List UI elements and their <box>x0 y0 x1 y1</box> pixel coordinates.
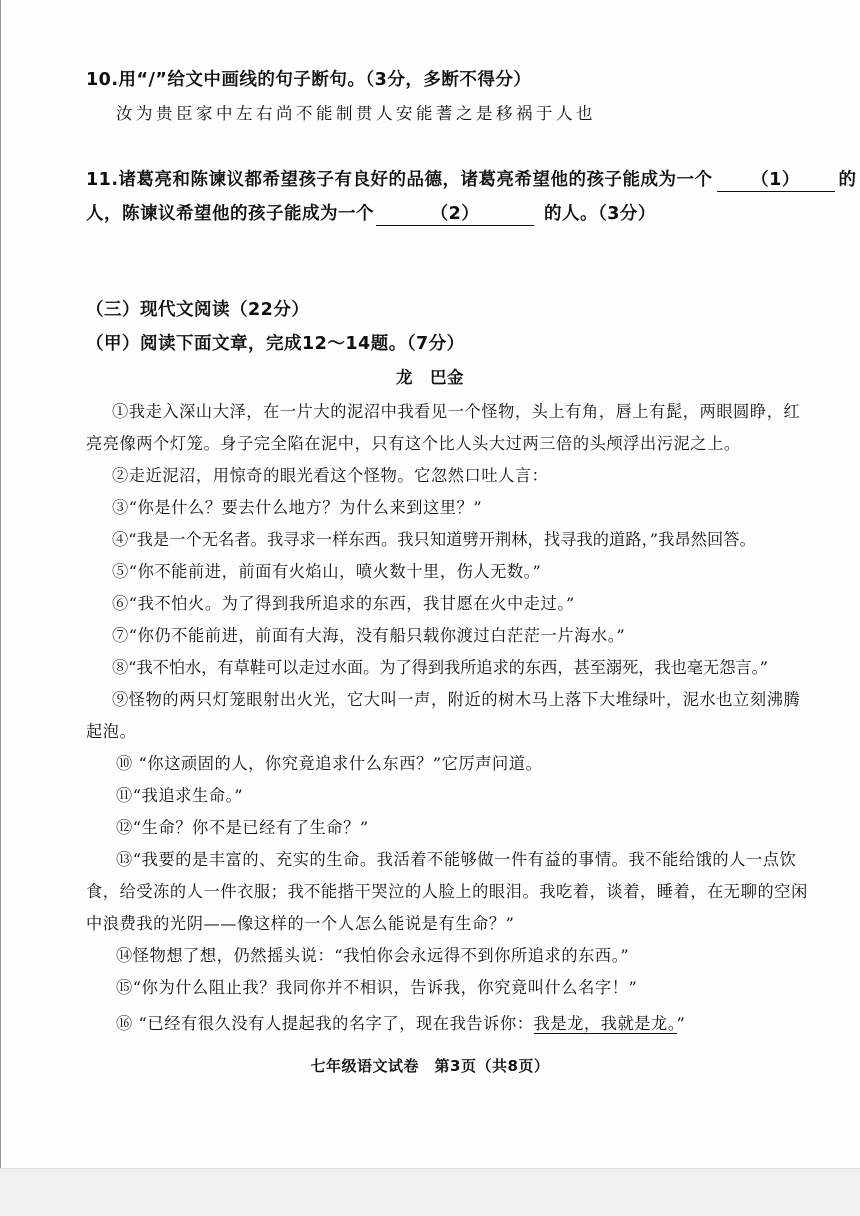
article-line: ⑪“我追求生命。” <box>116 786 244 805</box>
article-line: ④“我是一个无名者。我寻求一样东西。我只知道劈开荆林，找寻我的道路，”我昂然回答。 <box>112 530 756 549</box>
article-line: ①我走入深山大泽，在一片大的泥沼中我看见一个怪物，头上有角，唇上有髭，两眼圆睁，红 <box>112 402 801 421</box>
article-line: ⑦“你仍不能前进，前面有大海，没有船只载你渡过白茫茫一片海水。” <box>112 626 626 645</box>
answer-blank-1[interactable]: （1） <box>717 169 835 192</box>
article-last-text: ⑯ “已经有很久没有人提起我的名字了，现在我告诉你： <box>116 1014 534 1033</box>
question-11-line-1 <box>86 168 857 192</box>
article-line: 食，给受冻的人一件衣服；我不能揩干哭泣的人脸上的眼泪。我吃着，谈着，睡着，在无聊的空闲 <box>86 882 808 901</box>
article-line: ⑤“你不能前进，前面有火焰山，喷火数十里，伤人无数。” <box>112 562 542 581</box>
article-line: 中浪费我的光阴——像这样的一个人怎么能说是有生命？” <box>86 914 515 933</box>
article-line: ⑬“我要的是丰富的、充实的生命。我活着不能够做一件有益的事情。我不能给饿的人一点饮 <box>116 850 797 869</box>
underlined-sentence: 我是龙，我就是龙。 <box>533 1014 677 1033</box>
part-a-instruction: （甲）阅读下面文章，完成12～14题。（7分） <box>86 334 465 354</box>
answer-blank-2[interactable]: （2） <box>376 203 534 226</box>
article-line: ⑩ “你这顽固的人，你究竟追求什么东西？”它厉声问道。 <box>116 754 543 773</box>
article-line: ⑥“我不怕火。为了得到我所追求的东西，我甘愿在火中走过。” <box>112 594 575 613</box>
article-line: 起泡。 <box>86 722 137 741</box>
question-11-line-2 <box>86 202 656 226</box>
question-10-sentence: 汝为贵臣家中左右尚不能制贯人安能蓍之是移祸于人也 <box>116 104 596 123</box>
q11-text-1: 11.诸葛亮和陈谏议都希望孩子有良好的品德，诸葛亮希望他的孩子能成为一个 <box>86 170 713 190</box>
article-line: 亮亮像两个灯笼。身子完全陷在泥中，只有这个比人头大过两三倍的头颅浮出污泥之上。 <box>86 434 741 453</box>
article-line: ⑮“你为什么阻止我？我同你并不相识，告诉我，你究竟叫什么名字！” <box>116 978 638 997</box>
article-line: ⑫“生命？你不是已经有了生命？” <box>116 818 369 837</box>
q11-text-2: 的 <box>838 170 857 190</box>
article-line: ②走近泥沼，用惊奇的眼光看这个怪物。它忽然口吐人言： <box>112 466 549 485</box>
page-footer: 七年级语文试卷 第3页（共8页） <box>310 1057 550 1075</box>
q11-text-3: 人，陈谏议希望他的孩子能成为一个 <box>86 204 374 224</box>
viewer-bottom-band <box>0 1168 860 1216</box>
closing-quote: ” <box>676 1014 686 1033</box>
article-line: ⑭怪物想了想，仍然摇头说：“我怕你会永远得不到你所追求的东西。” <box>116 946 630 965</box>
question-10-prompt: 10.用“/”给文中画线的句子断句。（3分，多断不得分） <box>86 70 532 90</box>
article-last-line <box>116 1012 685 1036</box>
article-line: ⑧“我不怕水，有草鞋可以走过水面。为了得到我所追求的东西，甚至溺死，我也毫无怨言。” <box>112 658 768 677</box>
q11-text-4: 的人。（3分） <box>544 204 656 224</box>
article-line: ③“你是什么？要去什么地方？为什么来到这里？” <box>112 498 483 517</box>
article-title: 龙 巴金 <box>396 368 464 387</box>
article-line: ⑨怪物的两只灯笼眼射出火光，它大叫一声，附近的树木马上落下大堆绿叶，泥水也立刻沸腾 <box>112 690 801 709</box>
section-3-heading: （三）现代文阅读（22分） <box>86 300 310 320</box>
